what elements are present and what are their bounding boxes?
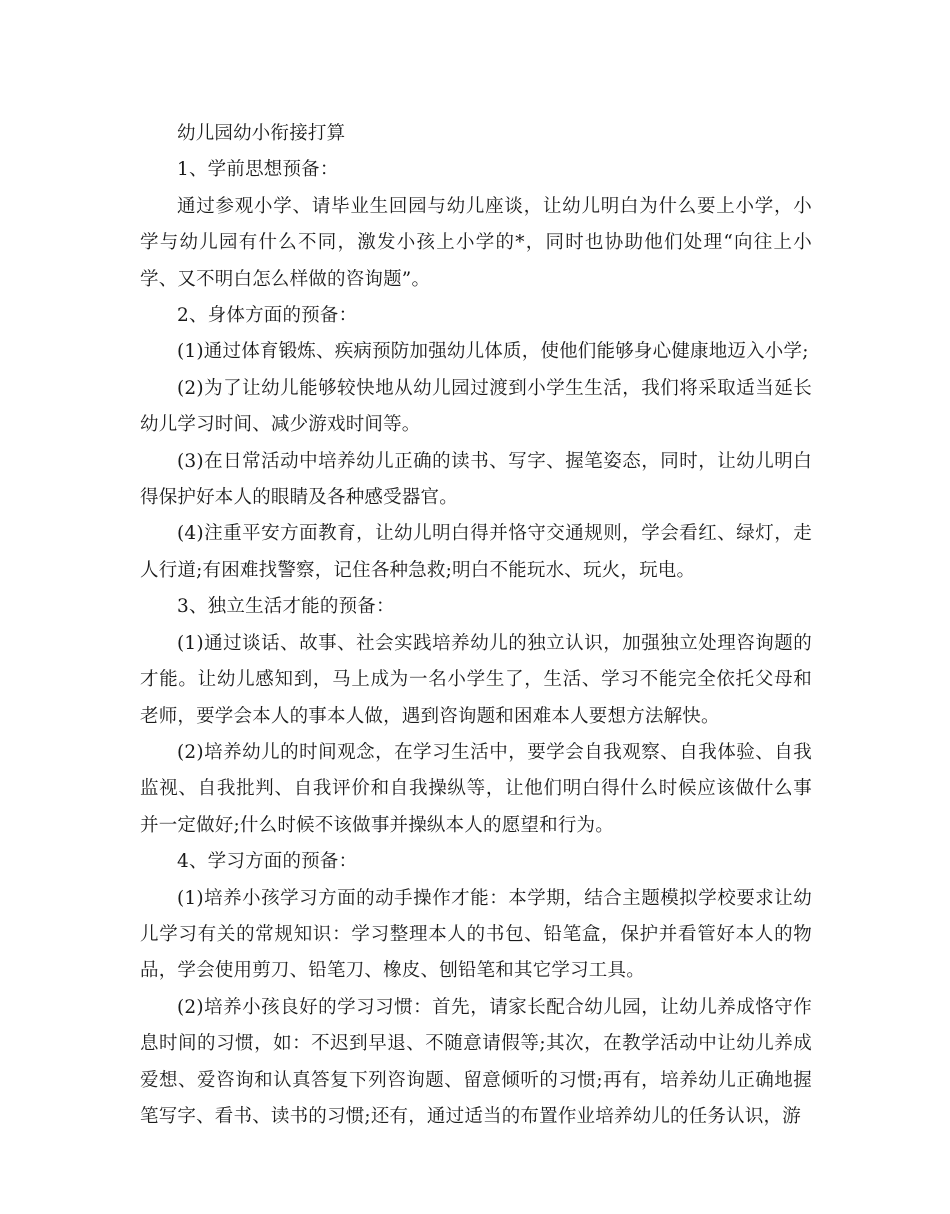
document-body bbox=[140, 116, 812, 1135]
paragraph: (4)注重平安方面教育，让幼儿明白得并恪守交通规则，学会看红、绿灯，走人行道;有困难找警察，记住各种急救;明白不能玩水、玩火，玩电。 bbox=[140, 523, 812, 581]
document-title: 幼儿园幼小衔接打算 bbox=[177, 123, 346, 144]
paragraph: (1)通过谈话、故事、社会实践培养幼儿的独立认识，加强独立处理咨询题的才能。让幼儿感知到，马上成为一名小学生了，生活、学习不能完全依托父母和老师，要学会本人的事本人做，遇到咨询题和困难本人要想方法解快。 bbox=[140, 632, 812, 727]
section-heading-4: 4、学习方面的预备： bbox=[177, 851, 358, 873]
section-heading-3: 3、独立生活才能的预备： bbox=[177, 596, 395, 618]
paragraph: (2)培养小孩良好的学习习惯：首先，请家长配合幼儿园，让幼儿养成恪守作息时间的习惯，如：不迟到早退、不随意请假等;其次，在教学活动中让幼儿养成爱想、爱咨询和认真答复下列咨询题、留意倾听的习惯;再有，培养幼儿正确地握笔写字、看书、读书的习惯;还有，通过适当的布置作业培养幼儿的任务认识，游 bbox=[140, 996, 812, 1127]
paragraph: (2)培养幼儿的时间观念，在学习生活中，要学会自我观察、自我体验、自我监视、自我批判、自我评价和自我操纵等，让他们明白得什么时候应该做什么事并一定做好;什么时候不该做事并操纵本人的愿望和行为。 bbox=[140, 741, 812, 836]
paragraph: (1)培养小孩学习方面的动手操作才能：本学期，结合主题模拟学校要求让幼儿学习有关的常规知识：学习整理本人的书包、铅笔盒，保护并看管好本人的物品，学会使用剪刀、铅笔刀、橡皮、刨铅笔和其它学习工具。 bbox=[140, 887, 812, 982]
paragraph: (2)为了让幼儿能够较快地从幼儿园过渡到小学生生活，我们将采取适当延长幼儿学习时间、减少游戏时间等。 bbox=[140, 377, 812, 436]
section-heading-2: 2、身体方面的预备： bbox=[177, 305, 358, 327]
paragraph: 通过参观小学、请毕业生回园与幼儿座谈，让幼儿明白为什么要上小学，小学与幼儿园有什么不同，激发小孩上小学的*，同时也协助他们处理“向往上小学、又不明白怎么样做的咨询题”。 bbox=[140, 195, 812, 290]
paragraph: (1)通过体育锻炼、疾病预防加强幼儿体质，使他们能够身心健康地迈入小学; bbox=[177, 341, 809, 363]
section-heading-1: 1、学前思想预备： bbox=[177, 159, 339, 181]
paragraph: (3)在日常活动中培养幼儿正确的读书、写字、握笔姿态，同时，让幼儿明白得保护好本人的眼睛及各种感受器官。 bbox=[140, 450, 812, 509]
